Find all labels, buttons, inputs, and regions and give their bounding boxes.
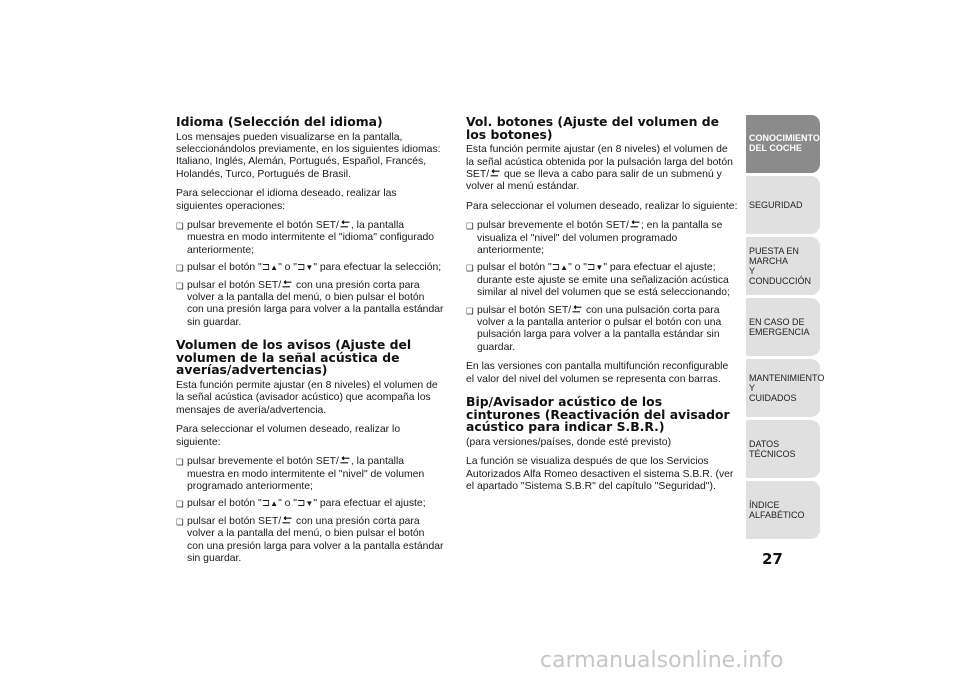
list-item: ❑ pulsar brevemente el botón SET/ , la pantalla muestra en modo intermitente el "nivel" de volumen programado anteriormente; xyxy=(176,456,444,493)
up-arrow-icon: ▲ xyxy=(270,499,279,509)
tab-seguridad[interactable]: SEGURIDAD xyxy=(746,176,820,234)
lever-icon: ⊐ xyxy=(551,262,561,274)
tab-datos-tecnicos[interactable]: DATOS TÉCNICOS xyxy=(746,420,820,478)
return-arrow-icon xyxy=(571,305,583,314)
return-arrow-icon xyxy=(489,169,501,178)
paragraph: La función se visualiza después de que los Servicios Autorizados Alfa Romeo desactiven el sistema S.B.R. (ver el apartado "Sistema S.B.R" del capítulo "Seguridad"). xyxy=(466,456,734,493)
list-item: ❑ pulsar brevemente el botón SET/ , la pantalla muestra en modo intermitente el "idioma" configurado anteriormente; xyxy=(176,220,444,257)
list-item: ❑ pulsar brevemente el botón SET/ ; en la pantalla se visualiza el "nivel" del volumen programado anteriormente; xyxy=(466,220,738,257)
tab-indice-alfabetico[interactable]: ÍNDICE ALFABÉTICO xyxy=(746,481,820,539)
return-arrow-icon xyxy=(339,456,351,465)
tab-en-caso-de-emergencia[interactable]: EN CASO DE EMERGENCIA xyxy=(746,298,820,356)
lever-icon: ⊐ xyxy=(261,498,271,510)
section-title-volumen-avisos: Volumen de los avisos (Ajuste del volumen de la señal acústica de averías/advertencias) xyxy=(176,337,412,378)
lever-icon: ⊐ xyxy=(297,498,306,510)
section-subtitle: (para versiones/países, donde esté previsto) xyxy=(466,436,672,448)
lever-icon: ⊐ xyxy=(587,262,596,274)
down-arrow-icon: ▼ xyxy=(305,499,314,509)
tab-puesta-en-marcha[interactable]: PUESTA EN MARCHA Y CONDUCCIÓN xyxy=(746,237,820,295)
list-item: ❑ pulsar el botón SET/ con una pulsación corta para volver a la pantalla anterior o pulsar el botón con una pulsación larga para volver a la pantalla estándar sin guardar. xyxy=(466,305,738,355)
right-column xyxy=(466,116,738,501)
up-arrow-icon: ▲ xyxy=(560,263,569,273)
bullet-list xyxy=(176,220,444,329)
down-arrow-icon: ▼ xyxy=(595,263,604,273)
paragraph: Para seleccionar el volumen deseado, realizar lo siguiente: xyxy=(176,424,401,448)
paragraph: En las versiones con pantalla multifunción reconfigurable el valor del nivel del volumen se representa con barras. xyxy=(466,361,729,385)
paragraph: Para seleccionar el idioma deseado, realizar las siguientes operaciones: xyxy=(176,188,397,212)
section-title-vol-botones: Vol. botones (Ajuste del volumen de los botones) xyxy=(466,114,719,142)
left-column xyxy=(176,116,444,572)
paragraph: Esta función permite ajustar (en 8 niveles) el volumen de la señal acústica obtenida por la pulsación larga del botón SET/ que se lleva a cabo para salir de un submenú y volver al menú estándar. xyxy=(466,144,733,193)
tab-mantenimiento[interactable]: MANTENIMIENTO Y CUIDADOS xyxy=(746,359,820,417)
list-item: ❑ pulsar el botón "⊐▲" o "⊐▼" para efectuar el ajuste; xyxy=(176,498,444,510)
paragraph: Los mensajes pueden visualizarse en la pantalla, seleccionándolos previamente, en los siguientes idiomas: Italiano, Inglés, Alemán, Portugués, Español, Francés, Holandés, Turco, Portugués de Brasil. xyxy=(176,131,441,180)
list-item: ❑ pulsar el botón SET/ con una presión corta para volver a la pantalla del menú, o bien pulsar el botón con una presión larga para volver a la pantalla estándar sin guardar. xyxy=(176,516,444,566)
list-item: ❑ pulsar el botón "⊐▲" o "⊐▼" para efectuar el ajuste; durante este ajuste se emite una señalización acústica similar al nivel del volumen que se está seleccionando; xyxy=(466,262,738,299)
tab-conocimiento-del-coche[interactable]: CONOCIMIENTO DEL COCHE xyxy=(746,115,820,173)
list-item: ❑ pulsar el botón "⊐▲" o "⊐▼" para efectuar la selección; xyxy=(176,262,444,274)
watermark: carmanualsonline.info xyxy=(540,648,784,673)
section-title-idioma: Idioma (Selección del idioma) xyxy=(176,114,383,129)
return-arrow-icon xyxy=(281,280,293,289)
return-arrow-icon xyxy=(281,516,293,525)
down-arrow-icon: ▼ xyxy=(305,263,314,273)
bullet-list xyxy=(466,220,738,354)
lever-icon: ⊐ xyxy=(297,262,306,274)
lever-icon: ⊐ xyxy=(261,262,271,274)
up-arrow-icon: ▲ xyxy=(270,263,279,273)
return-arrow-icon xyxy=(339,220,351,229)
bullet-list xyxy=(176,456,444,565)
list-item: ❑ pulsar el botón SET/ con una presión corta para volver a la pantalla del menú, o bien pulsar el botón con una presión larga para volver a la pantalla estándar sin guardar. xyxy=(176,280,444,330)
paragraph: Esta función permite ajustar (en 8 niveles) el volumen de la señal acústica (avisador acústico) que acompaña los mensajes de avería/advertencia. xyxy=(176,380,438,416)
return-arrow-icon xyxy=(629,220,641,229)
paragraph: Para seleccionar el volumen deseado, realizar lo siguiente: xyxy=(466,200,738,212)
page-number: 27 xyxy=(762,550,783,568)
chapter-tabs xyxy=(746,115,825,542)
section-title-bip-cinturones: Bip/Avisador acústico de los cinturones (Reactivación del avisador acústico para indicar S.B.R.) xyxy=(466,394,730,435)
